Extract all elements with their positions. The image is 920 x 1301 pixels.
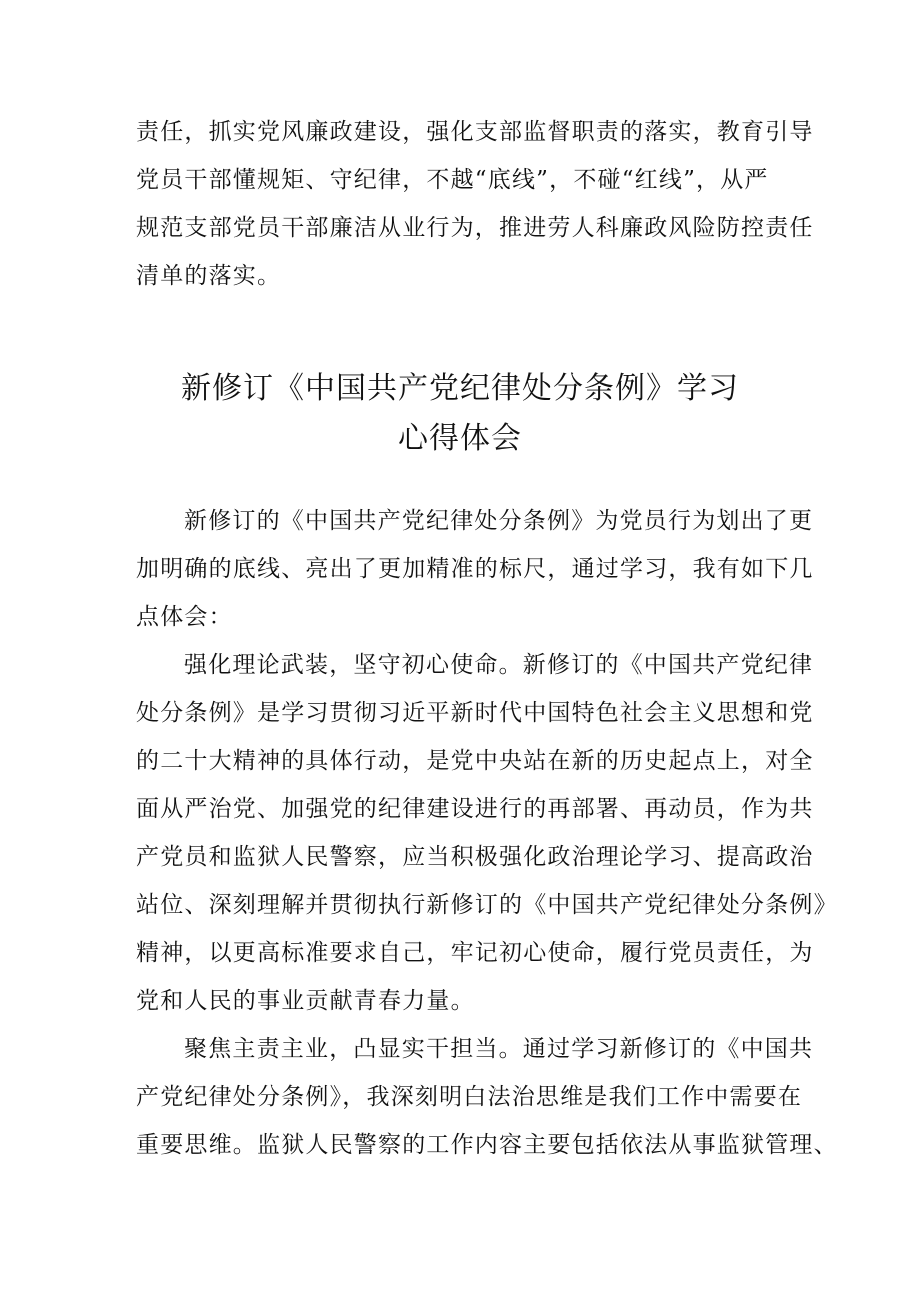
paragraph-line: 重要思维。监狱人民警察的工作内容主要包括依法从事监狱管理、 [136, 1132, 838, 1158]
paragraph-line: 处分条例》是学习贯彻习近平新时代中国特色社会主义思想和党 [136, 700, 814, 726]
paragraph-3 [136, 1025, 838, 1169]
paragraph-line: 清单的落实。 [136, 263, 282, 289]
paragraph-line: 产党纪律处分条例》，我深刻明白法治思维是我们工作中需要在 [136, 1084, 803, 1110]
intro-paragraph [136, 108, 814, 300]
paragraph-line: 强化理论武装，坚守初心使命。新修订的《中国共产党纪律 [184, 652, 814, 678]
paragraph-line: 精神，以更高标准要求自己，牢记初心使命，履行党员责任，为 [136, 940, 814, 966]
paragraph-line: 新修订的《中国共产党纪律处分条例》为党员行为划出了更 [184, 508, 814, 534]
document-title-line-2: 心得体会 [398, 421, 522, 456]
document-title-line-1: 新修订《中国共产党纪律处分条例》学习 [181, 371, 739, 406]
document-body [136, 497, 838, 1169]
paragraph-line: 党员干部懂规矩、守纪律，不越“底线”，不碰“红线”，从严 [136, 167, 769, 193]
paragraph-line: 面从严治党、加强党的纪律建设进行的再部署、再动员，作为共 [136, 796, 814, 822]
paragraph-2 [136, 641, 838, 1025]
paragraph-line: 站位、深刻理解并贯彻执行新修订的《中国共产党纪律处分条例》 [136, 892, 838, 918]
paragraph-line: 的二十大精神的具体行动，是党中央站在新的历史起点上，对全 [136, 748, 814, 774]
paragraph-line: 党和人民的事业贡献青春力量。 [136, 988, 475, 1014]
paragraph-line: 聚焦主责主业，凸显实干担当。通过学习新修订的《中国共 [184, 1036, 814, 1062]
paragraph-line: 加明确的底线、亮出了更加精准的标尺，通过学习，我有如下几 [136, 556, 814, 582]
paragraph-1 [136, 497, 814, 641]
paragraph-line: 责任，抓实党风廉政建设，强化支部监督职责的落实，教育引导 [136, 119, 814, 145]
paragraph-line: 产党员和监狱人民警察，应当积极强化政治理论学习、提高政治 [136, 844, 814, 870]
paragraph-line: 规范支部党员干部廉洁从业行为，推进劳人科廉政风险防控责任 [136, 215, 814, 241]
paragraph-line: 点体会： [136, 604, 233, 630]
